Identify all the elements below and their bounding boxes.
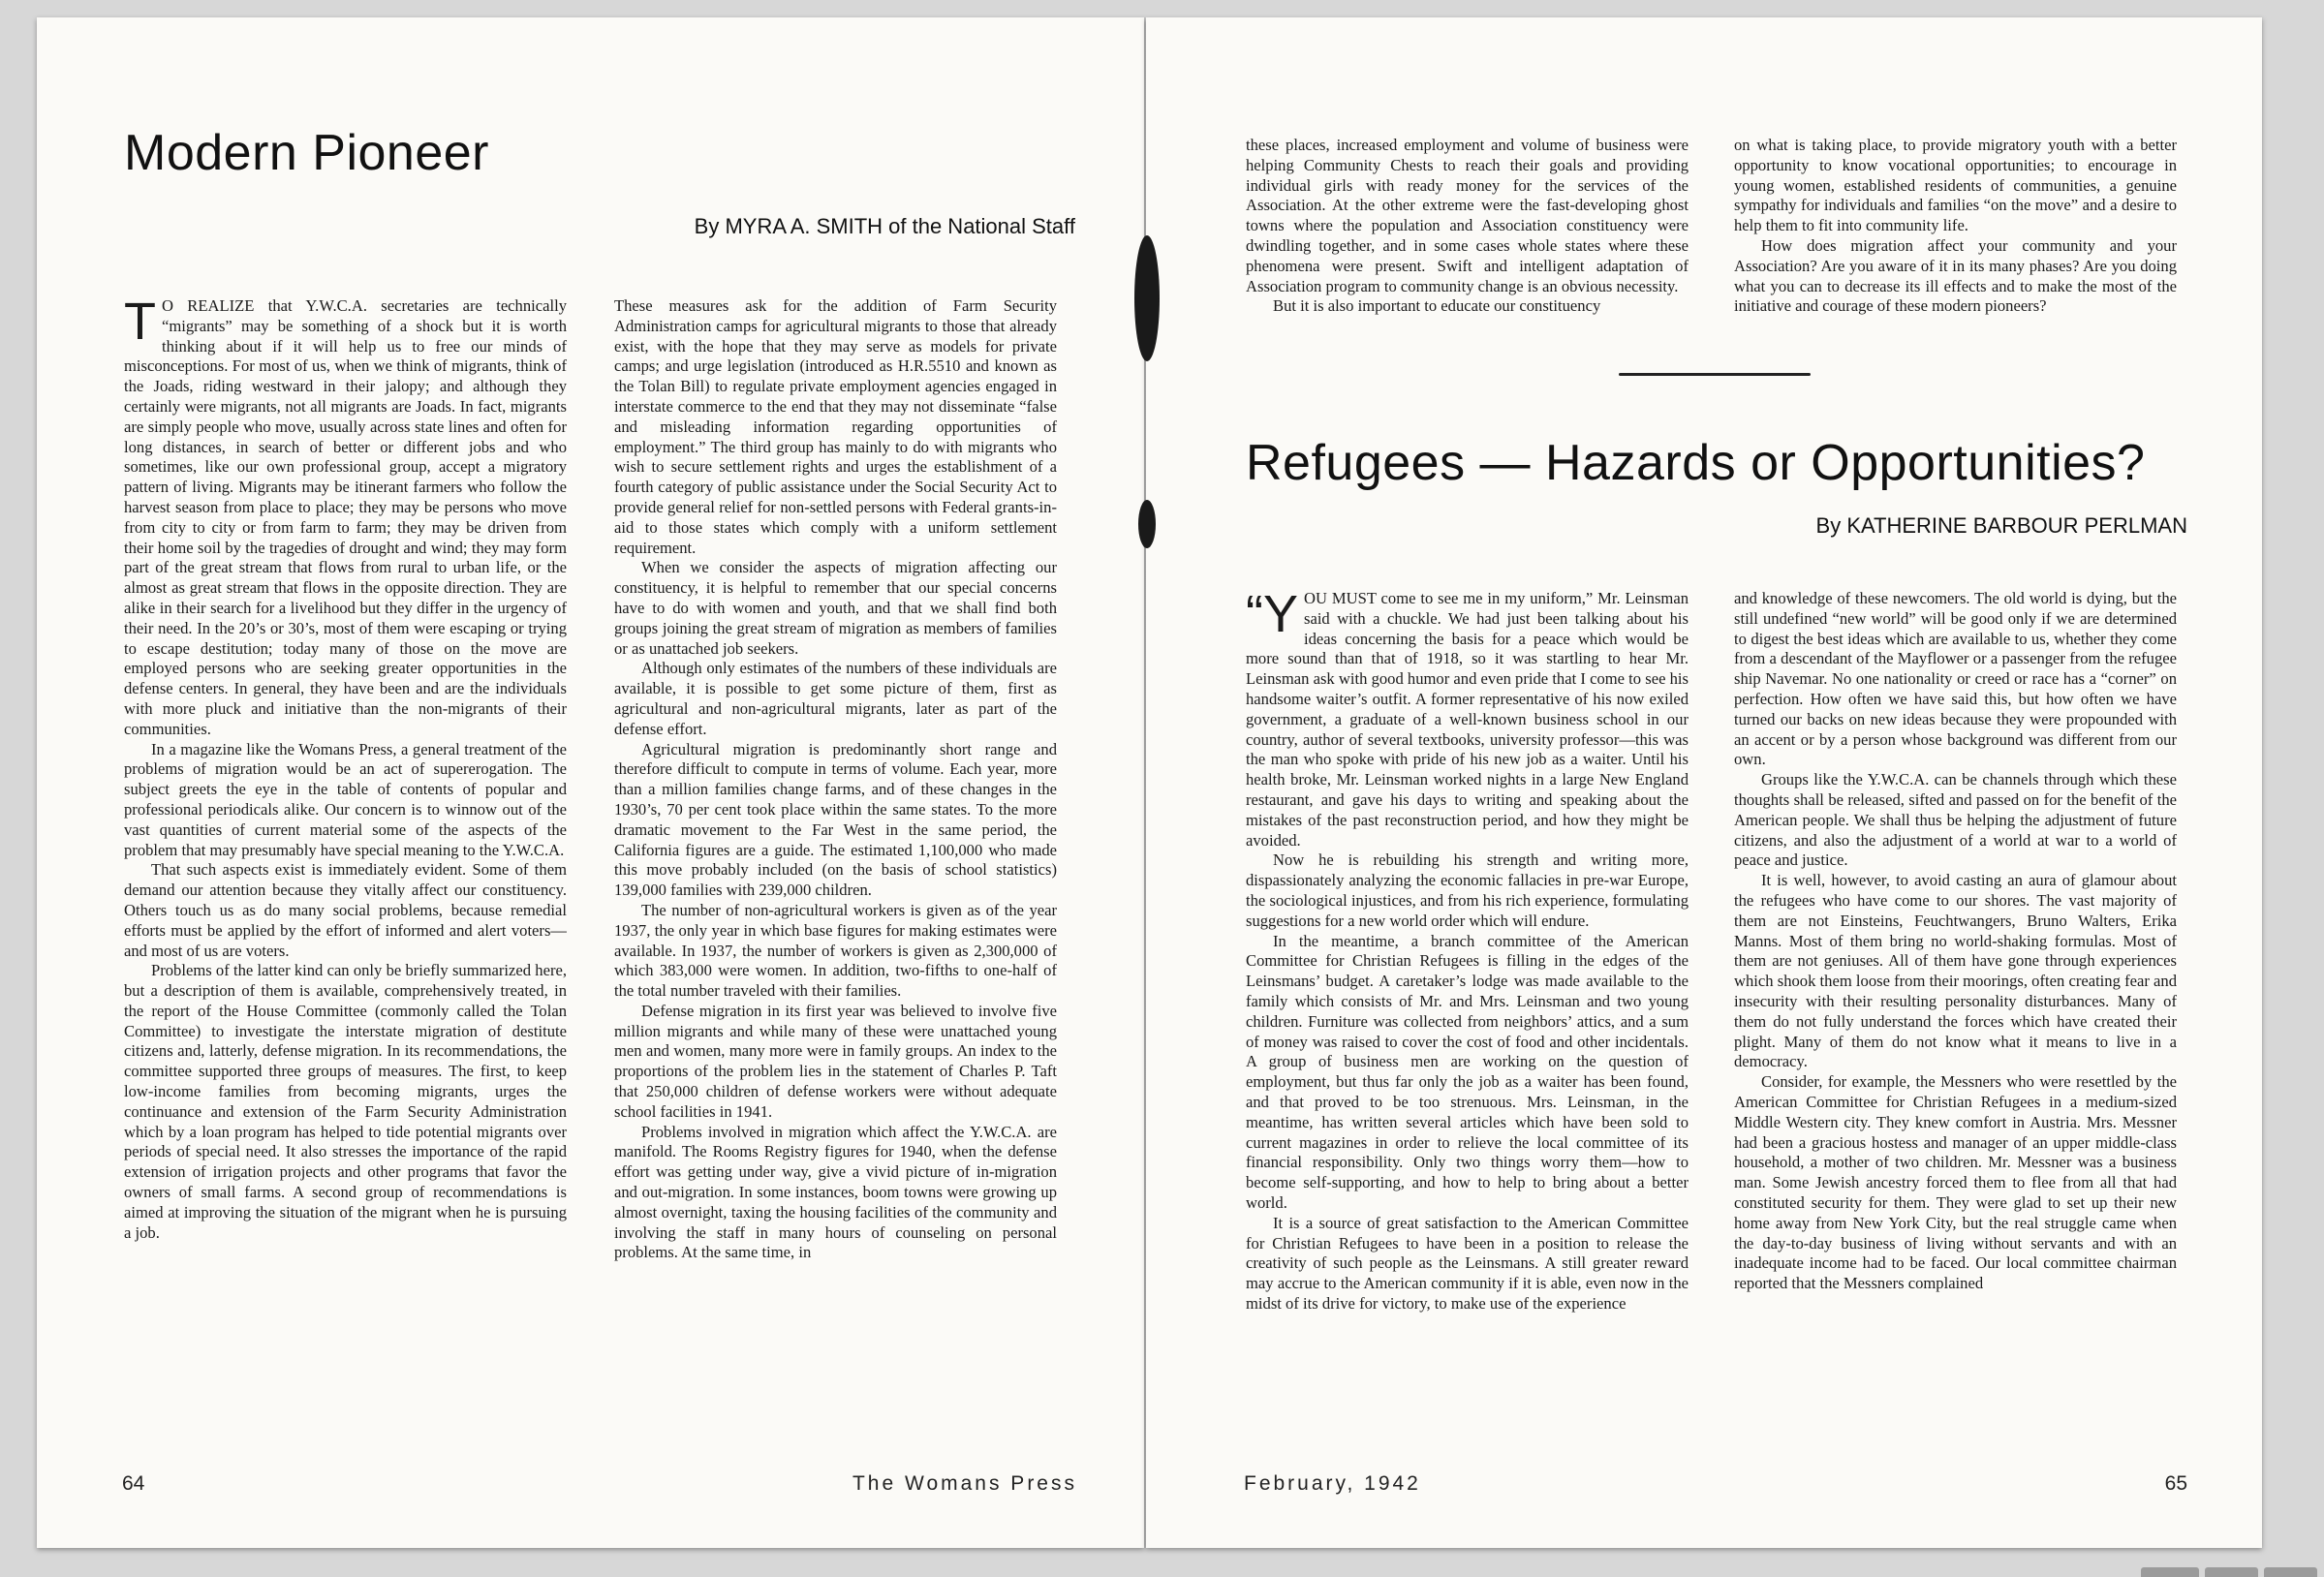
paragraph: These measures ask for the addition of Farm Security Administration camps for agricultural migrants to those that already exist, with the hope that they may serve as models for private camps; and urge legislation (introduced as H.R.5510 and known as the Tolan Bill) to regulate private employment agencies engaged in interstate commerce to the end that they may not disseminate “false and misleading information regarding opportunities of employment.” The third group has mainly to do with migrants who wish to secure settlement rights and urges the establishment of a fourth category of public assistance under the Social Security Act to provide general relief for non-settled persons with Federal grants-in-aid to those states which comply with a uniform settlement requirement. bbox=[614, 296, 1057, 557]
article-column-2 bbox=[614, 296, 1057, 1447]
magazine-name: The Womans Press bbox=[852, 1472, 1077, 1495]
viewer-tab[interactable] bbox=[2141, 1567, 2199, 1577]
paragraph: How does migration affect your community and your Association? Are you aware of it in its many phases? Are you doing what you can to decrease its ill effects and to make the most of the initiative and courage of these modern pioneers? bbox=[1734, 235, 2177, 316]
paragraph: Consider, for example, the Messners who were resettled by the American Committee for Christian Refugees in a medium-sized Middle Western city. They knew comfort in Austria. Mrs. Messner had been a gracious hostess and manager of an upper middle-class household, a mother of two children. Mr. Messner was a business man. Some Jewish ancestry forced them to flee from all that had constituted security for them. They were glad to set up their new home away from New York City, but the real struggle came when the day-to-day business of living without servants and with an inadequate income had to be faced. Our local committee chairman reported that the Messners complained bbox=[1734, 1072, 2177, 1293]
paragraph: Although only estimates of the numbers of these individuals are available, it is possible to get some picture of them, first as agricultural and non-agricultural migrants, later as part of the defense effort. bbox=[614, 659, 1057, 738]
paragraph: When we consider the aspects of migration affecting our constituency, it is helpful to remember that our special concerns have to do with women and youth, and that we shall find both groups joining the great stream of migration as members of families or as unattached job seekers. bbox=[614, 558, 1057, 658]
paragraph: “YOU MUST come to see me in my uniform,” Mr. Leinsman said with a chuckle. We had just been talking about his ideas concerning the basis for a peace which would be more sound than that of 1918, so it was startling to hear Mr. Leinsman ask with good humor and even pride that I come to see his handsome waiter’s outfit. A former representative of his now exiled government, a graduate of a well-known business school in our country, author of several textbooks, university professor—this was the man who spoke with pride of his new job as a waiter. Until his health broke, Mr. Leinsman worked nights in a large New England restaurant, and gave his days to writing and speaking about the mistakes of the past reconstruction period, and how they might be avoided. bbox=[1246, 589, 1689, 850]
paragraph: Problems of the latter kind can only be briefly summarized here, but a description of them is available, comprehensively treated, in the report of the House Committee (commonly called the Tolan Committee) to investigate the interstate migration of destitute citizens and, latterly, defense migration. In its recommendations, the committee supported three groups of measures. The first, to keep low-income families from becoming migrants, urges the continuance and extension of the Farm Security Administration which by a loan program has helped to tide potential migrants over periods of special need. It also stresses the importance of the rapid extension of irrigation projects and other programs that favor the owners of small farms. A second group of recommendations is aimed at improving the situation of the migrant when he is pursuing a job. bbox=[124, 961, 567, 1242]
paragraph: Agricultural migration is predominantly short range and therefore difficult to compute in terms of volume. Each year, more than a million families change farms, and of these changes in the 1930’s, 70 per cent took place within the same states. To the more dramatic movement to the Far West in the same period, the California figures are a guide. The estimated 1,100,000 who made this move probably included (on the basis of school statistics) 139,000 families with 239,000 children. bbox=[614, 739, 1057, 900]
article-title: Modern Pioneer bbox=[124, 125, 489, 181]
article-byline: By KATHERINE BARBOUR PERLMAN bbox=[1815, 513, 2187, 538]
paragraph: In the meantime, a branch committee of the American Committee for Christian Refugees is filling in the edges of the Leinsmans’ budget. A caretaker’s lodge was made available to the family which consists of Mr. and Mrs. Leinsman and two young children. Furniture was collected from neighbors’ attics, and a sum of money was raised to cover the cost of food and other incidentals. A group of business men are working on the question of employment, but thus far only the job as a waiter has been found, and that proved to be too strenuous. Mrs. Leinsman, in the meantime, has written several articles which have been sold to current magazines in order to relieve the local committee of its financial responsibility. Only two things worry them—how to become self-supporting, and how to help to bring about a better world. bbox=[1246, 931, 1689, 1212]
section-divider bbox=[1619, 373, 1811, 376]
paragraph: It is well, however, to avoid casting an aura of glamour about the refugees who have come to our shores. The vast majority of them are not Einsteins, Feuchtwangers, Bruno Walters, Erika Manns. Most of them bring no world-shaking formulas. Most of them are not geniuses. All of them have gone through experiences which shook them loose from their moorings, often creating fear and insecurity with their resulting personality disturbances. Many of them do not fully understand the forces which have created their plight. Many of them do not know what it means to live in a democracy. bbox=[1734, 871, 2177, 1071]
page-number: 64 bbox=[122, 1472, 145, 1495]
paragraph: The number of non-agricultural workers is given as of the year 1937, the only year in which base figures for making estimates were available. In 1937, the number of workers is given as 2,300,000 of which 383,000 were women. In addition, two-fifths to one-half of the total number traveled with their families. bbox=[614, 900, 1057, 1001]
article-column-1 bbox=[124, 296, 567, 1447]
paragraph: Problems involved in migration which affect the Y.W.C.A. are manifold. The Rooms Registry figures for 1940, when the defense effort was getting under way, give a vivid picture of in-migration and out-migration. In some instances, boom towns were growing up almost overnight, taxing the housing facilities of the community and involving the staff in many hours of counseling on personal problems. At the same time, in bbox=[614, 1122, 1057, 1262]
viewer-tab[interactable] bbox=[2205, 1567, 2258, 1577]
binding-mark bbox=[1138, 500, 1156, 548]
paragraph: That such aspects exist is immediately evident. Some of them demand our attention because they vitally affect our constituency. Others touch us as do many social problems, because remedial efforts must be applied by the effort of informed and alert voters—and most of us are voters. bbox=[124, 860, 567, 960]
paragraph: It is a source of great satisfaction to the American Committee for Christian Refugees to have been in a position to release the creativity of such people as the Leinsmans. A still greater reward may accrue to the American community if it is able, even now in the midst of its drive for victory, to make use of the experience bbox=[1246, 1213, 1689, 1313]
article-column-2 bbox=[1734, 589, 2177, 1446]
paragraph: But it is also important to educate our constituency bbox=[1273, 296, 1601, 316]
continued-column-1 bbox=[1246, 136, 1689, 368]
issue-date: February, 1942 bbox=[1244, 1472, 1421, 1495]
article-column-1 bbox=[1246, 589, 1689, 1446]
paragraph: In a magazine like the Womans Press, a general treatment of the problems of migration would be an act of supererogation. The subject greets the eye in the table of contents of popular and professional periodicals alike. Our concern is to winnow out of the vast quantities of current material some of the aspects of the problem that may presumably have special meaning to the Y.W.C.A. bbox=[124, 739, 567, 859]
viewer-tab[interactable] bbox=[2264, 1567, 2317, 1577]
page-number: 65 bbox=[2164, 1472, 2187, 1495]
binding-mark bbox=[1134, 235, 1160, 361]
paragraph: T O REALIZE that Y.W.C.A. secretaries are technically “migrants” may be something of a shock but it is worth thinking about if it will help us to free our minds of misconceptions. For most of us, when we think of migrants, think of the Joads, riding westward in their jalopy; and although they certainly were migrants, not all migrants are Joads. In fact, migrants are simply people who move, usually across state lines and often for long distances, in search of better or different jobs and who sometimes, like our own professional group, accept a migratory pattern of living. Migrants may be itinerant farmers who follow the harvest season from place to place; they may be persons who move from city to city or from farm to farm; they may be driven from their home soil by the tragedies of drought and wind; they may form part of the great stream that flows from rural to urban life, or the almost as great stream that flows in the opposite direction. They are alike in their search for a livelihood but they differ in the urgency of their need. In the 20’s or 30’s, most of them were escaping or trying to escape destitution; today many of those on the move are employed persons who are seeking greater opportunities in the defense centers. In general, they have been and are the individuals with more pluck and initiative than the non-migrants of their communities. bbox=[124, 296, 567, 738]
paragraph: and knowledge of these newcomers. The old world is dying, but the still undefined “new world” will be good only if we are determined to digest the best ideas which are available to us, whether they come from a descendant of the Mayflower or a passenger from the refugee ship Navemar. No one nationality or creed or race has a “corner” on perfection. How often we have said this, but how often we have turned our backs on new ideas because they were propounded with an accent or by a person whose background was different from our own. bbox=[1734, 589, 2177, 769]
paragraph: Now he is rebuilding his strength and writing more, dispassionately analyzing the economic fallacies in pre-war Europe, the sociological injustices, and from his rich experience, formulating suggestions for a new world order which will endure. bbox=[1246, 850, 1689, 930]
paragraph: on what is taking place, to provide migratory youth with a better opportunity to know vocational opportunities; to encourage in young women, established residents of communities, a genuine sympathy for individuals and families “on the move” and a desire to help them to fit into community life. bbox=[1734, 136, 2177, 235]
article-byline: By MYRA A. SMITH of the National Staff bbox=[694, 214, 1075, 238]
drop-cap: “Y bbox=[1246, 589, 1298, 643]
continued-column-2 bbox=[1734, 136, 2177, 368]
drop-cap: T bbox=[124, 296, 156, 351]
paragraph: Defense migration in its first year was believed to involve five million migrants and while many of these were unattached young men and women, many more were in family groups. An index to the proportions of the problem lies in the statement of Charles P. Taft that 250,000 children of defense workers were without adequate school facilities in 1941. bbox=[614, 1001, 1057, 1121]
paragraph: these places, increased employment and volume of business were helping Community Chests to reach their goals and providing individual girls with ready money for the services of the Association. At the other extreme were the fast-developing ghost towns where the population and Association constituency were dwindling together, and in some cases whole states where these phenomena were present. Swift and intelligent adaptation of Association program to community change is an obvious necessity. bbox=[1246, 136, 1689, 295]
paragraph: Groups like the Y.W.C.A. can be channels through which these thoughts shall be released, sifted and passed on for the benefit of the American people. We shall thus be helping the adjustment of future citizens, and also the adjustment of a world at war to a world of peace and justice. bbox=[1734, 770, 2177, 870]
right-page bbox=[1146, 17, 2262, 1548]
left-page bbox=[37, 17, 1144, 1548]
article-title: Refugees — Hazards or Opportunities? bbox=[1246, 435, 2146, 491]
